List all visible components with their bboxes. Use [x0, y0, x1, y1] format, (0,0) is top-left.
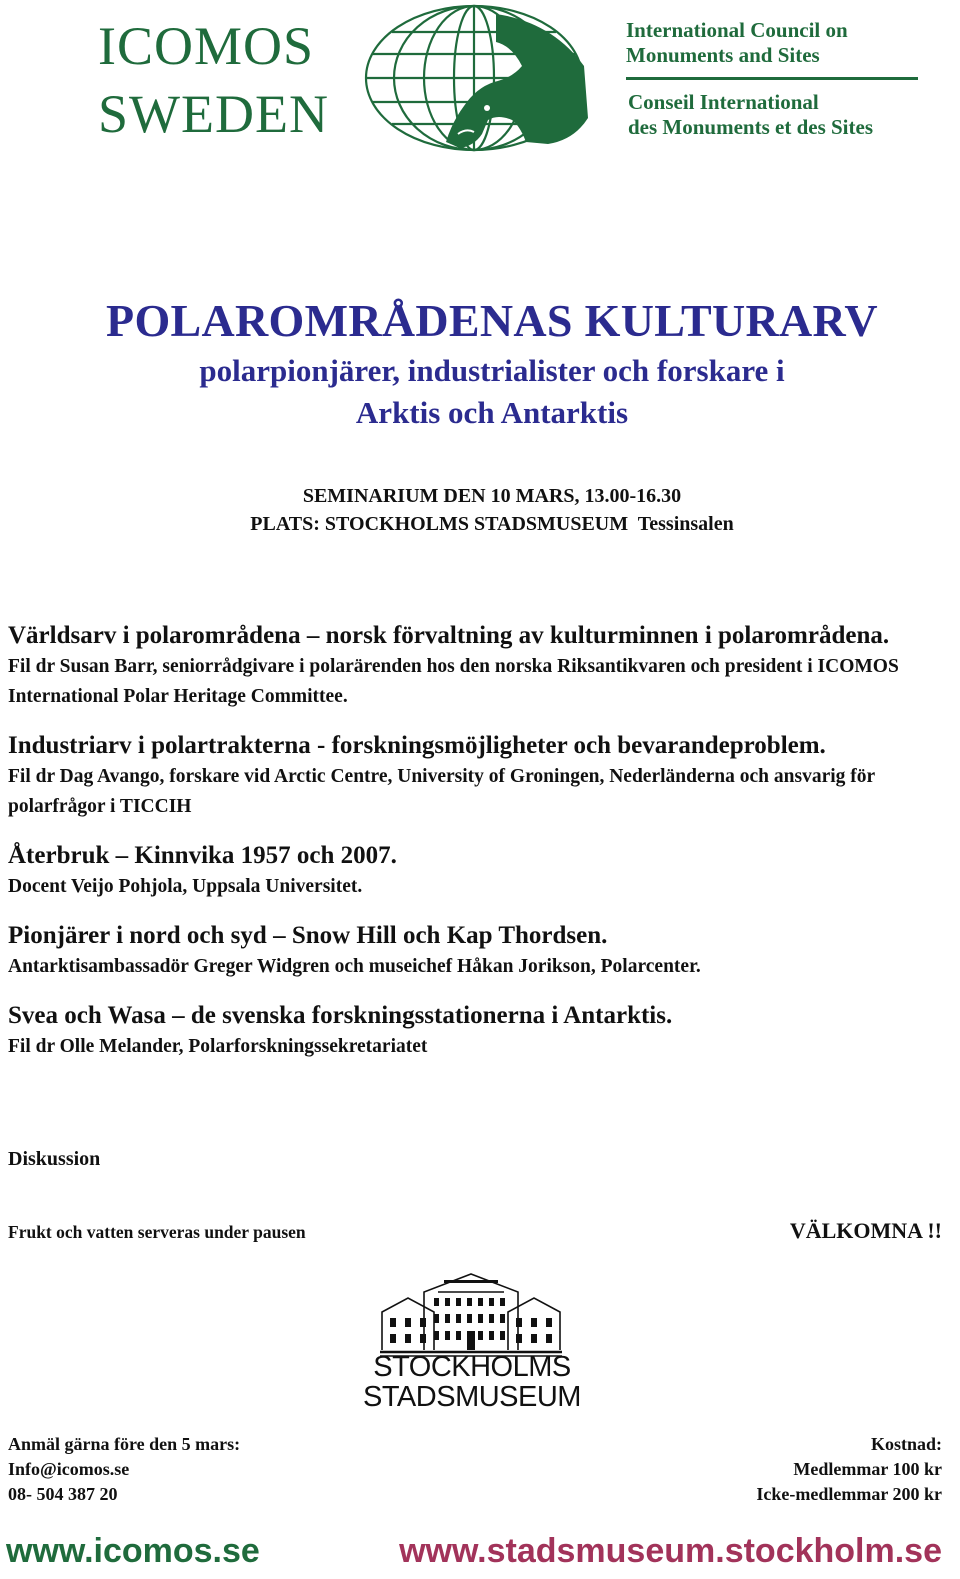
council-fr-line1: Conseil International [628, 90, 819, 114]
org-name-line1: ICOMOS [98, 16, 315, 76]
talk-item [8, 730, 953, 822]
council-en-line2: Monuments and Sites [626, 43, 820, 67]
seminar-date: SEMINARIUM DEN 10 MARS, 13.00-16.30 [302, 485, 682, 507]
council-fr-line2: des Monuments et des Sites [628, 115, 873, 139]
cost-info [756, 1432, 942, 1507]
talk-speaker: Fil dr Olle Melander, Polarforskningssekretariatet [8, 1036, 428, 1057]
talk-title: Industriarv i polartrakterna - forskningsmöjligheter och bevarandeproblem. [8, 732, 826, 759]
stadsmuseum-logo-text [360, 1352, 584, 1412]
talk-speaker: Fil dr Susan Barr, seniorrådgivare i polarärenden hos den norska Riksantikvaren och president i ICOMOS International Polar Heritage Committee. [8, 656, 899, 707]
registration-phone: 08- 504 387 20 [8, 1484, 118, 1504]
cost-members: Medlemmar 100 kr [793, 1459, 942, 1479]
cost-label: Kostnad: [870, 1434, 942, 1454]
talk-speaker: Docent Veijo Pohjola, Uppsala Universitet. [8, 876, 363, 897]
icomos-website-link[interactable]: www.icomos.se [6, 1532, 260, 1570]
talk-title: Svea och Wasa – de svenska forskningsstationerna i Antarktis. [8, 1002, 673, 1029]
talk-title: Återbruk – Kinnvika 1957 och 2007. [8, 842, 397, 869]
discussion-label: Diskussion [8, 1148, 101, 1170]
talk-speaker: Fil dr Dag Avango, forskare vid Arctic Centre, University of Groningen, Nederländerna och ansvarig för polarfrågor i TICCIH [8, 766, 875, 817]
talk-list [8, 620, 953, 1080]
seminar-venue: PLATS: STOCKHOLMS STADSMUSEUM Tessinsalen [250, 513, 734, 535]
seminar-details [0, 482, 960, 538]
council-en-line1: International Council on [626, 18, 848, 42]
council-name-english [626, 18, 848, 68]
talk-speaker: Antarktisambassadör Greger Widgren och museichef Håkan Jorikson, Polarcenter. [8, 956, 701, 977]
icomos-globe-logo-icon [362, 2, 592, 154]
stadsmuseum-website-link[interactable]: www.stadsmuseum.stockholm.se [399, 1532, 942, 1570]
welcome-text: VÄLKOMNA !! [789, 1218, 942, 1243]
registration-deadline: Anmäl gärna före den 5 mars: [8, 1434, 241, 1454]
talk-item [8, 920, 953, 982]
org-name-line2: SWEDEN [98, 84, 329, 144]
refreshments-note: Frukt och vatten serveras under pausen [8, 1222, 306, 1242]
header-divider [626, 77, 918, 80]
council-name-french [628, 90, 873, 140]
seminar-title: POLAROMRÅDENAS KULTURARV [106, 295, 878, 346]
museum-name-line1: STOCKHOLMS [373, 1351, 571, 1383]
talk-item [8, 620, 953, 712]
icomos-sweden-wordmark [98, 12, 329, 148]
registration-email[interactable]: Info@icomos.se [8, 1459, 130, 1479]
talk-title: Pionjärer i nord och syd – Snow Hill och Kap Thordsen. [8, 922, 608, 949]
registration-info [8, 1432, 240, 1507]
museum-name-line2: STADSMUSEUM [363, 1381, 581, 1413]
cost-non-members: Icke-medlemmar 200 kr [756, 1484, 942, 1504]
seminar-title-block [0, 292, 960, 434]
talk-title: Världsarv i polarområdena – norsk förvaltning av kulturminnen i polarområdena. [8, 622, 890, 649]
talk-item [8, 840, 953, 902]
talk-item [8, 1000, 953, 1062]
seminar-subtitle-line2: Arktis och Antarktis [355, 395, 629, 430]
seminar-subtitle-line1: polarpionjärer, industrialister och forskare i [199, 353, 785, 388]
stadsmuseum-building-icon [378, 1268, 564, 1360]
